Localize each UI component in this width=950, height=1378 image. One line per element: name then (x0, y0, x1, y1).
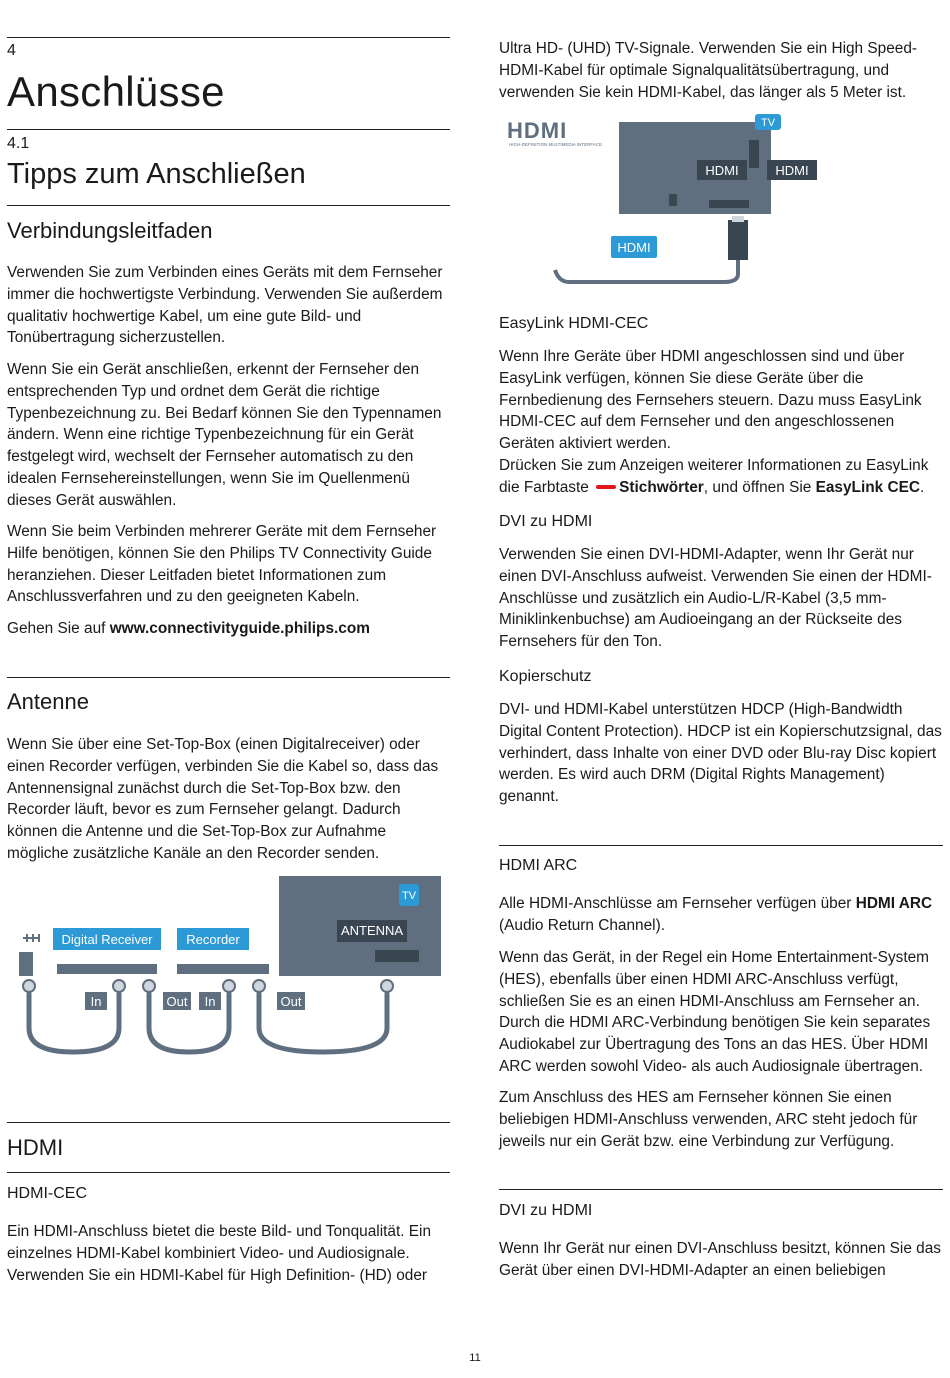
hdmi-arc-paragraph-2: Wenn das Gerät, in der Regel ein Home Entertainment-System (HES), ebenfalls über einen HDMI ARC-Anschluss verfügt, schließen Sie es an einen HDMI-Anschluss am Fernseher an. Durch die HDMI ARC-Verbindung benötigen Sie kein separates Audiokabel zur Übertragung des Tons an das HES. Über HDMI ARC werden sowohl Video- als auch Audiosignale übertragen. (499, 949, 931, 1075)
hdmi-cec-paragraph: Ein HDMI-Anschluss bietet die beste Bild- und Tonqualität. Ein einzelnes HDMI-Kabel kombiniert Video- und Audiosignale. Verwenden Sie ein HDMI-Kabel für High Definition- (HD) oder (7, 1223, 432, 1284)
coax-connectors (23, 980, 393, 992)
chapter-title: Anschlüsse (7, 68, 225, 115)
easylink-heading: EasyLink HDMI-CEC (499, 315, 649, 332)
arc-p1-a: Alle HDMI-Anschlüsse am Fernseher verfügen über (499, 895, 856, 912)
antenna-connection-diagram (7, 868, 450, 1063)
hdmi-port-2: HDMI (775, 163, 809, 178)
easylink-p2-b: , und öffnen Sie (703, 478, 816, 496)
tv-port-slot (375, 950, 419, 962)
hdmi-logo-subtitle: HIGH-DEFINITION MULTIMEDIA INTERFACE (509, 142, 603, 147)
chapter-number: 4 (7, 42, 16, 59)
antenna-paragraph: Wenn Sie über eine Set-Top-Box (einen Digitalreceiver) oder einen Recorder verfügen, verbinden Sie die Kabel so, dass das Antennensignal zunächst durch die Set-Top-Box bzw. den Recorder läuft, bevor es zum Fernseher gelangt. Dadurch können die Antenne und die Set-Top-Box zur Aufnahme mögliche zusätzliche Kanäle an den Recorder senden. (7, 736, 439, 862)
recorder-device (177, 964, 269, 974)
stichwoerter-key: Stichwörter (619, 478, 704, 496)
dvi-paragraph-2: Wenn Ihr Gerät nur einen DVI-Anschluss besitzt, können Sie das Gerät über einen DVI-HDMI-Adapter an einen beliebigen (499, 1240, 941, 1279)
hdmi-arc-paragraph-3: Zum Anschluss des HES am Fernseher können Sie einen beliebigen HDMI-Anschluss verwenden, ARC steht jedoch für jeweils nur ein Gerät bzw. eine Verbindung zur Verfügung. (499, 1089, 918, 1150)
easylink-p2-c: . (919, 478, 925, 496)
guide-paragraph-4 (7, 618, 450, 640)
hdmi-cable-label: HDMI (617, 240, 651, 255)
copy-protection-heading: Kopierschutz (499, 668, 592, 685)
dvi-heading-2: DVI zu HDMI (499, 1202, 593, 1219)
page-number: 11 (469, 1352, 481, 1364)
hdmi-logo (507, 118, 602, 147)
antenna-icon (23, 934, 39, 942)
hdmi-cec-heading: HDMI-CEC (7, 1185, 87, 1202)
hdmi-rule-bottom (7, 1172, 450, 1173)
chapter-rule-top (7, 37, 450, 38)
arc-p1-bold: HDMI ARC (855, 895, 933, 912)
copy-protection-paragraph: DVI- und HDMI-Kabel unterstützen HDCP (High-Bandwidth Digital Content Protection). HDCP ist ein Kopierschutzsignal, das verhindert, dass Inhalte von einer DVD oder Blu-ray Disc kopiert werden. Es wird auch DRM (Digital Rights Management) genannt. (499, 701, 942, 806)
tv-badge: TV (760, 117, 776, 129)
section-rule-bottom (7, 205, 450, 206)
hdmi-cec-paragraph-continued: Ultra HD- (UHD) TV-Signale. Verwenden Sie ein High Speed-HDMI-Kabel für optimale Signalqualitätsübertragung, und verwenden Sie kein HDMI-Kabel, das länger als 5 Meter ist. (499, 40, 918, 101)
arc-p1-b: (Audio Return Channel). (499, 916, 665, 934)
connectivity-guide-link[interactable]: www.connectivityguide.philips.com (109, 620, 370, 637)
in-port-1: In (90, 994, 102, 1009)
antenna-port-label: ANTENNA (340, 923, 404, 938)
antenna-rule (7, 677, 450, 678)
guide-heading: Verbindungsleitfaden (7, 218, 213, 243)
hdmi-arc-heading: HDMI ARC (499, 857, 578, 874)
guide-paragraph-2: Wenn Sie ein Gerät anschließen, erkennt der Fernseher den entsprechenden Typ und ordnet dem Gerät die richtige Typenbezeichnung zu. Bei Bedarf können Sie den Typennamen ändern. Wenn eine richtige Typenbezeichnung für ein Gerät festgelegt wird, wechselt der Fernseher automatisch zu den idealen Fernsehereinstellungen, wenn Sie im Quellenmenü dieses Gerät auswählen. (7, 361, 442, 509)
hdmi-connection-diagram (499, 110, 943, 290)
hdmi-rule-top (7, 1122, 450, 1123)
out-port-2: Out (280, 994, 302, 1009)
red-color-key-icon (596, 485, 616, 489)
dvi2-rule (499, 1189, 943, 1190)
in-port-2: In (204, 994, 216, 1009)
easylink-cec-menu: EasyLink CEC (815, 478, 920, 496)
guide-paragraph-3: Wenn Sie beim Verbinden mehrerer Geräte mit dem Fernseher Hilfe benötigen, können Sie den Philips TV Connectivity Guide heranziehen. Dieser Leitfaden bietet Informationen zum Anschlussverfahren und zu den geeigneten Kabeln. (7, 523, 437, 606)
hdmi-plug-tip (732, 216, 744, 222)
hdmi-plug (728, 220, 748, 260)
dvi-heading-1: DVI zu HDMI (499, 513, 593, 530)
tv-badge: TV (401, 890, 417, 902)
dvi-paragraph-1: Verwenden Sie einen DVI-HDMI-Adapter, wenn Ihr Gerät nur einen DVI-Anschluss aufweist. Verwenden Sie einen der HDMI-Anschlüsse und zusätzlich ein Audio-L/R-Kabel (3,5 mm-Miniklinkenbuchse) am Audioeingang an der Rückseite des Fernsehers für den Ton. (499, 546, 932, 651)
wall-socket (19, 952, 33, 976)
section-rule-top (7, 129, 450, 130)
hdmi-logo-text: HDMI (507, 118, 568, 143)
recorder-label: Recorder (186, 932, 240, 947)
tv-side-port (749, 140, 759, 168)
section-title: Tipps zum Anschließen (7, 158, 306, 190)
easylink-paragraph-1: Wenn Ihre Geräte über HDMI angeschlossen sind und über EasyLink verfügen, können Sie diese Geräte über die Fernbedienung des Fernsehers steuern. Dazu muss EasyLink HDMI-CEC auf dem Fernseher und den angeschlossenen Geräten aktiviert werden. (499, 348, 922, 453)
easylink-paragraph-2 (499, 455, 943, 499)
easylink-p2-a: Drücken Sie zum Anzeigen weiterer Informationen zu EasyLink die Farbtaste (499, 457, 929, 496)
hdmi-arc-paragraph-1 (499, 893, 943, 937)
hdmi-cable (555, 260, 738, 282)
digital-receiver-label: Digital Receiver (61, 932, 153, 947)
guide-link-prefix: Gehen Sie auf (7, 620, 110, 637)
antenna-heading: Antenne (7, 689, 89, 714)
tv-small-slot (669, 194, 677, 206)
out-port-1: Out (166, 994, 188, 1009)
section-number: 4.1 (7, 135, 30, 152)
digital-receiver-device (57, 964, 157, 974)
tv-hdmi-slot (709, 200, 749, 208)
guide-paragraph-1: Verwenden Sie zum Verbinden eines Geräts mit dem Fernseher immer die hochwertigste Verbindung. Verwenden Sie außerdem qualitativ hochwertige Kabel, um eine gute Bild- und Tonübertragung sicherzustellen. (7, 264, 443, 347)
hdmi-port-1: HDMI (705, 163, 739, 178)
arc-rule (499, 845, 943, 846)
hdmi-heading: HDMI (7, 1135, 64, 1160)
